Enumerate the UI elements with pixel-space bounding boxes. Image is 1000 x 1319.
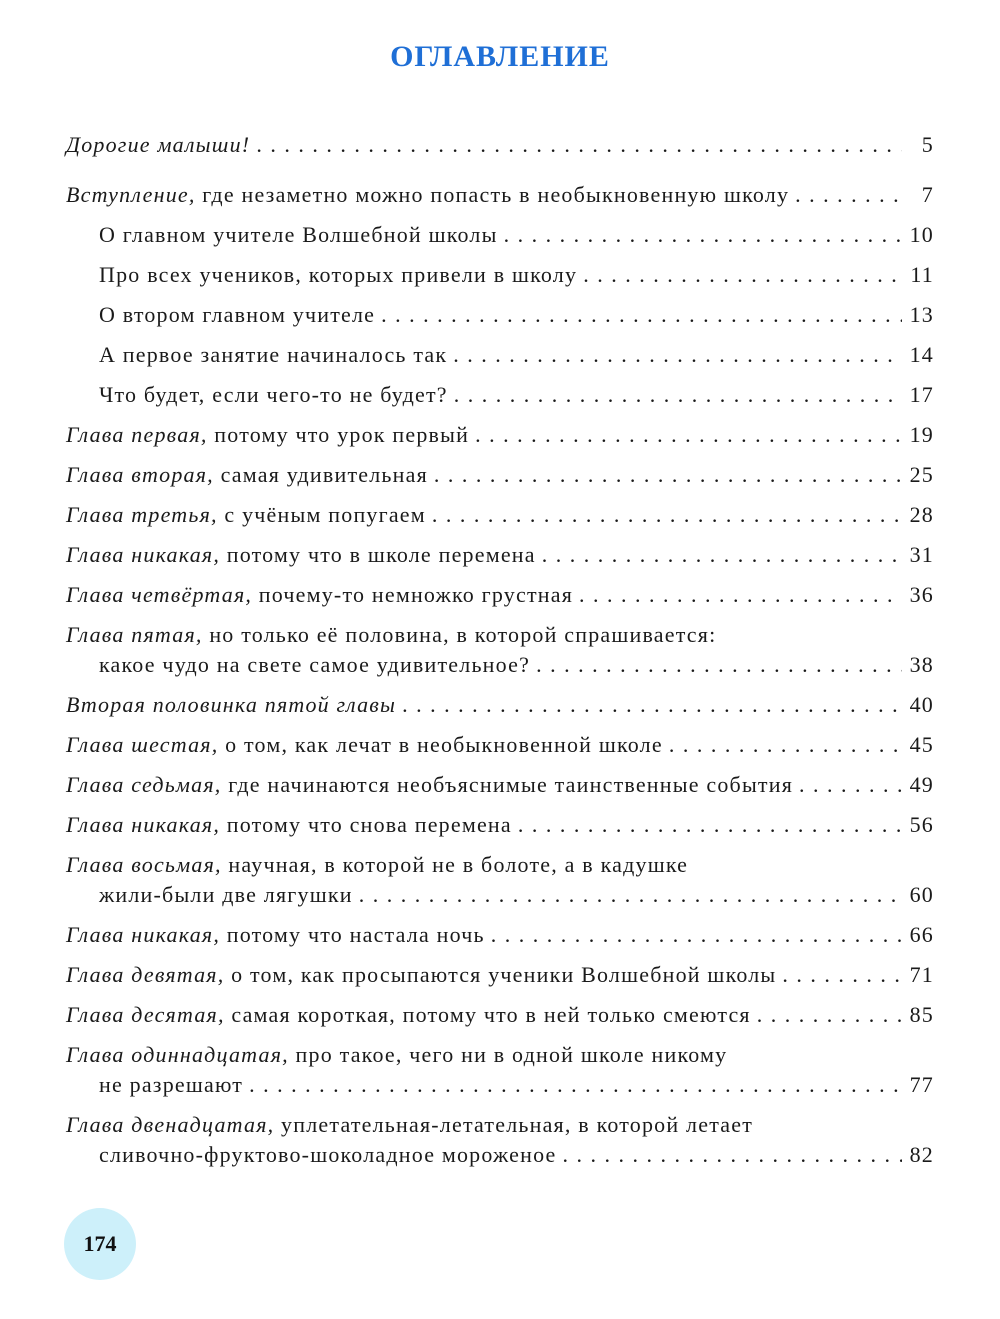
toc-entry-line bbox=[66, 220, 934, 250]
toc-entry-text: но только её половина, в которой спрашивается: bbox=[202, 622, 717, 647]
dot-leader bbox=[249, 1070, 902, 1100]
toc-entry-page: 17 bbox=[909, 382, 934, 407]
toc-entry-line bbox=[66, 690, 934, 720]
toc-entry-line bbox=[66, 810, 934, 840]
toc-entry bbox=[66, 690, 934, 720]
toc-entry-text: потому что в школе перемена bbox=[220, 542, 536, 567]
toc-entry bbox=[66, 300, 934, 330]
toc-entry bbox=[66, 1000, 934, 1030]
toc-entry-page: 19 bbox=[909, 422, 934, 447]
toc-entry-line bbox=[66, 180, 934, 210]
dot-leader bbox=[782, 960, 902, 990]
toc-entry bbox=[66, 850, 934, 910]
toc-entry bbox=[66, 960, 934, 990]
dot-leader bbox=[757, 1000, 902, 1030]
toc-entry-line bbox=[66, 130, 934, 160]
toc-entry-line bbox=[66, 770, 934, 800]
dot-leader bbox=[583, 260, 902, 290]
toc-entry-line bbox=[66, 540, 934, 570]
toc-entry-line bbox=[66, 260, 934, 290]
dot-leader bbox=[795, 180, 902, 210]
toc-entry bbox=[66, 920, 934, 950]
dot-leader bbox=[579, 580, 902, 610]
toc-entry bbox=[66, 540, 934, 570]
toc-entry bbox=[66, 580, 934, 610]
toc-entry-text: О втором главном учителе bbox=[99, 302, 376, 327]
dot-leader bbox=[359, 880, 902, 910]
toc-entry-text: с учёным попугаем bbox=[217, 502, 426, 527]
toc-entry-page: 38 bbox=[909, 652, 934, 677]
toc-entry-page: 7 bbox=[921, 182, 934, 207]
toc-entry-line bbox=[66, 1000, 934, 1030]
toc-entry bbox=[66, 770, 934, 800]
toc-entry-text: про такое, чего ни в одной школе никому bbox=[288, 1042, 728, 1067]
toc-entry-heading: Глава одиннадцатая, bbox=[66, 1042, 289, 1067]
toc-entry-text: потому что снова перемена bbox=[220, 812, 512, 837]
toc-entry-text: уплетательная-летательная, в которой летает bbox=[274, 1112, 754, 1137]
dot-leader bbox=[256, 130, 902, 160]
toc-entry-page: 77 bbox=[909, 1072, 934, 1097]
toc-entry bbox=[66, 460, 934, 490]
toc-entry-page: 28 bbox=[909, 502, 934, 527]
page-title: ОГЛАВЛЕНИЕ bbox=[390, 40, 610, 73]
toc-entry-text: Про всех учеников, которых привели в школу bbox=[99, 262, 578, 287]
dot-leader bbox=[475, 420, 902, 450]
toc-entry-text: О главном учителе Волшебной школы bbox=[99, 222, 498, 247]
toc-entry-page: 82 bbox=[909, 1142, 934, 1167]
toc-entry bbox=[66, 730, 934, 760]
toc-entry-line bbox=[66, 960, 934, 990]
toc-entry bbox=[66, 620, 934, 680]
toc-entry bbox=[66, 500, 934, 530]
toc-entry-text: А первое занятие начиналось так bbox=[99, 342, 448, 367]
toc-entry-text-continued: сливочно-фруктово-шоколадное мороженое bbox=[99, 1142, 557, 1167]
toc-entry-line bbox=[66, 420, 934, 450]
toc-entry-line bbox=[66, 460, 934, 490]
toc-entry-heading: Глава никакая, bbox=[66, 922, 221, 947]
toc-entry-line bbox=[66, 1040, 934, 1070]
toc-entry-line bbox=[66, 850, 934, 880]
toc-entry-heading: Глава восьмая, bbox=[66, 852, 222, 877]
dot-leader bbox=[454, 380, 902, 410]
toc-entry-line-continued bbox=[66, 1140, 934, 1170]
table-of-contents bbox=[66, 130, 934, 1180]
toc-entry-text: о том, как просыпаются ученики Волшебной школы bbox=[224, 962, 777, 987]
toc-entry-page: 5 bbox=[921, 132, 934, 157]
toc-entry-line-continued bbox=[66, 650, 934, 680]
dot-leader bbox=[504, 220, 902, 250]
toc-entry bbox=[66, 1110, 934, 1170]
toc-entry-heading: Глава первая, bbox=[66, 422, 208, 447]
toc-entry-heading: Глава никакая, bbox=[66, 542, 221, 567]
toc-entry-page: 14 bbox=[909, 342, 934, 367]
toc-entry-heading: Глава четвёртая, bbox=[66, 582, 253, 607]
toc-entry-page: 31 bbox=[909, 542, 934, 567]
toc-entry-line-continued bbox=[66, 1070, 934, 1100]
toc-entry-line bbox=[66, 620, 934, 650]
dot-leader bbox=[491, 920, 902, 950]
toc-entry-line bbox=[66, 1110, 934, 1140]
toc-entry-heading: Глава третья, bbox=[66, 502, 218, 527]
toc-entry-text-continued: не разрешают bbox=[99, 1072, 244, 1097]
toc-entry-page: 40 bbox=[909, 692, 934, 717]
toc-entry bbox=[66, 810, 934, 840]
dot-leader bbox=[432, 500, 902, 530]
toc-entry-page: 56 bbox=[909, 812, 934, 837]
toc-entry-page: 13 bbox=[909, 302, 934, 327]
toc-entry-page: 49 bbox=[909, 772, 934, 797]
dot-leader bbox=[518, 810, 902, 840]
toc-entry-heading: Глава десятая, bbox=[66, 1002, 225, 1027]
dot-leader bbox=[536, 650, 902, 680]
toc-entry-page: 85 bbox=[909, 1002, 934, 1027]
toc-entry-page: 10 bbox=[909, 222, 934, 247]
toc-entry bbox=[66, 420, 934, 450]
dot-leader bbox=[799, 770, 902, 800]
toc-entry bbox=[66, 1040, 934, 1100]
toc-entry-line bbox=[66, 580, 934, 610]
toc-entry-heading: Вступление, bbox=[66, 182, 196, 207]
toc-entry-page: 36 bbox=[909, 582, 934, 607]
toc-entry bbox=[66, 220, 934, 250]
toc-entry-text: о том, как лечат в необыкновенной школе bbox=[218, 732, 663, 757]
toc-entry-text-continued: жили-были две лягушки bbox=[99, 882, 353, 907]
toc-entry-page: 25 bbox=[909, 462, 934, 487]
toc-entry-heading: Глава шестая, bbox=[66, 732, 219, 757]
toc-entry bbox=[66, 130, 934, 160]
toc-entry-heading: Дорогие малыши! bbox=[66, 132, 251, 157]
toc-entry-heading: Глава седьмая, bbox=[66, 772, 222, 797]
toc-entry bbox=[66, 180, 934, 210]
toc-entry-text: самая короткая, потому что в ней только смеются bbox=[224, 1002, 751, 1027]
toc-entry-line bbox=[66, 340, 934, 370]
toc-entry-text: где начинаются необъяснимые таинственные события bbox=[221, 772, 794, 797]
toc-entry bbox=[66, 340, 934, 370]
toc-entry-page: 60 bbox=[909, 882, 934, 907]
toc-entry-text: почему-то немножко грустная bbox=[252, 582, 574, 607]
toc-entry-page: 66 bbox=[909, 922, 934, 947]
toc-entry-text: где незаметно можно попасть в необыкновенную школу bbox=[195, 182, 790, 207]
dot-leader bbox=[381, 300, 902, 330]
page-number-badge: 174 bbox=[64, 1208, 136, 1280]
toc-entry-text: Что будет, если чего-то не будет? bbox=[99, 382, 448, 407]
toc-entry-line bbox=[66, 500, 934, 530]
toc-entry-line bbox=[66, 380, 934, 410]
dot-leader bbox=[542, 540, 902, 570]
toc-entry-text: потому что урок первый bbox=[207, 422, 470, 447]
dot-leader bbox=[453, 340, 902, 370]
toc-entry-line bbox=[66, 730, 934, 760]
dot-leader bbox=[402, 690, 902, 720]
toc-entry-heading: Глава двенадцатая, bbox=[66, 1112, 275, 1137]
toc-entry-line-continued bbox=[66, 880, 934, 910]
dot-leader bbox=[669, 730, 902, 760]
toc-entry-heading: Глава никакая, bbox=[66, 812, 221, 837]
toc-entry-text-continued: какое чудо на свете самое удивительное? bbox=[99, 652, 531, 677]
toc-entry-heading: Глава вторая, bbox=[66, 462, 214, 487]
toc-entry-line bbox=[66, 300, 934, 330]
toc-entry-heading: Вторая половинка пятой главы bbox=[66, 692, 397, 717]
toc-entry-page: 71 bbox=[909, 962, 934, 987]
toc-entry-text: научная, в которой не в болоте, а в кадушке bbox=[221, 852, 689, 877]
toc-entry-heading: Глава девятая, bbox=[66, 962, 225, 987]
toc-entry-line bbox=[66, 920, 934, 950]
toc-entry bbox=[66, 380, 934, 410]
toc-entry-text: самая удивительная bbox=[213, 462, 428, 487]
dot-leader bbox=[434, 460, 902, 490]
toc-entry-heading: Глава пятая, bbox=[66, 622, 203, 647]
toc-entry-page: 45 bbox=[909, 732, 934, 757]
toc-entry-page: 11 bbox=[910, 262, 934, 287]
dot-leader bbox=[563, 1140, 902, 1170]
toc-entry bbox=[66, 260, 934, 290]
toc-entry-text: потому что настала ночь bbox=[220, 922, 485, 947]
